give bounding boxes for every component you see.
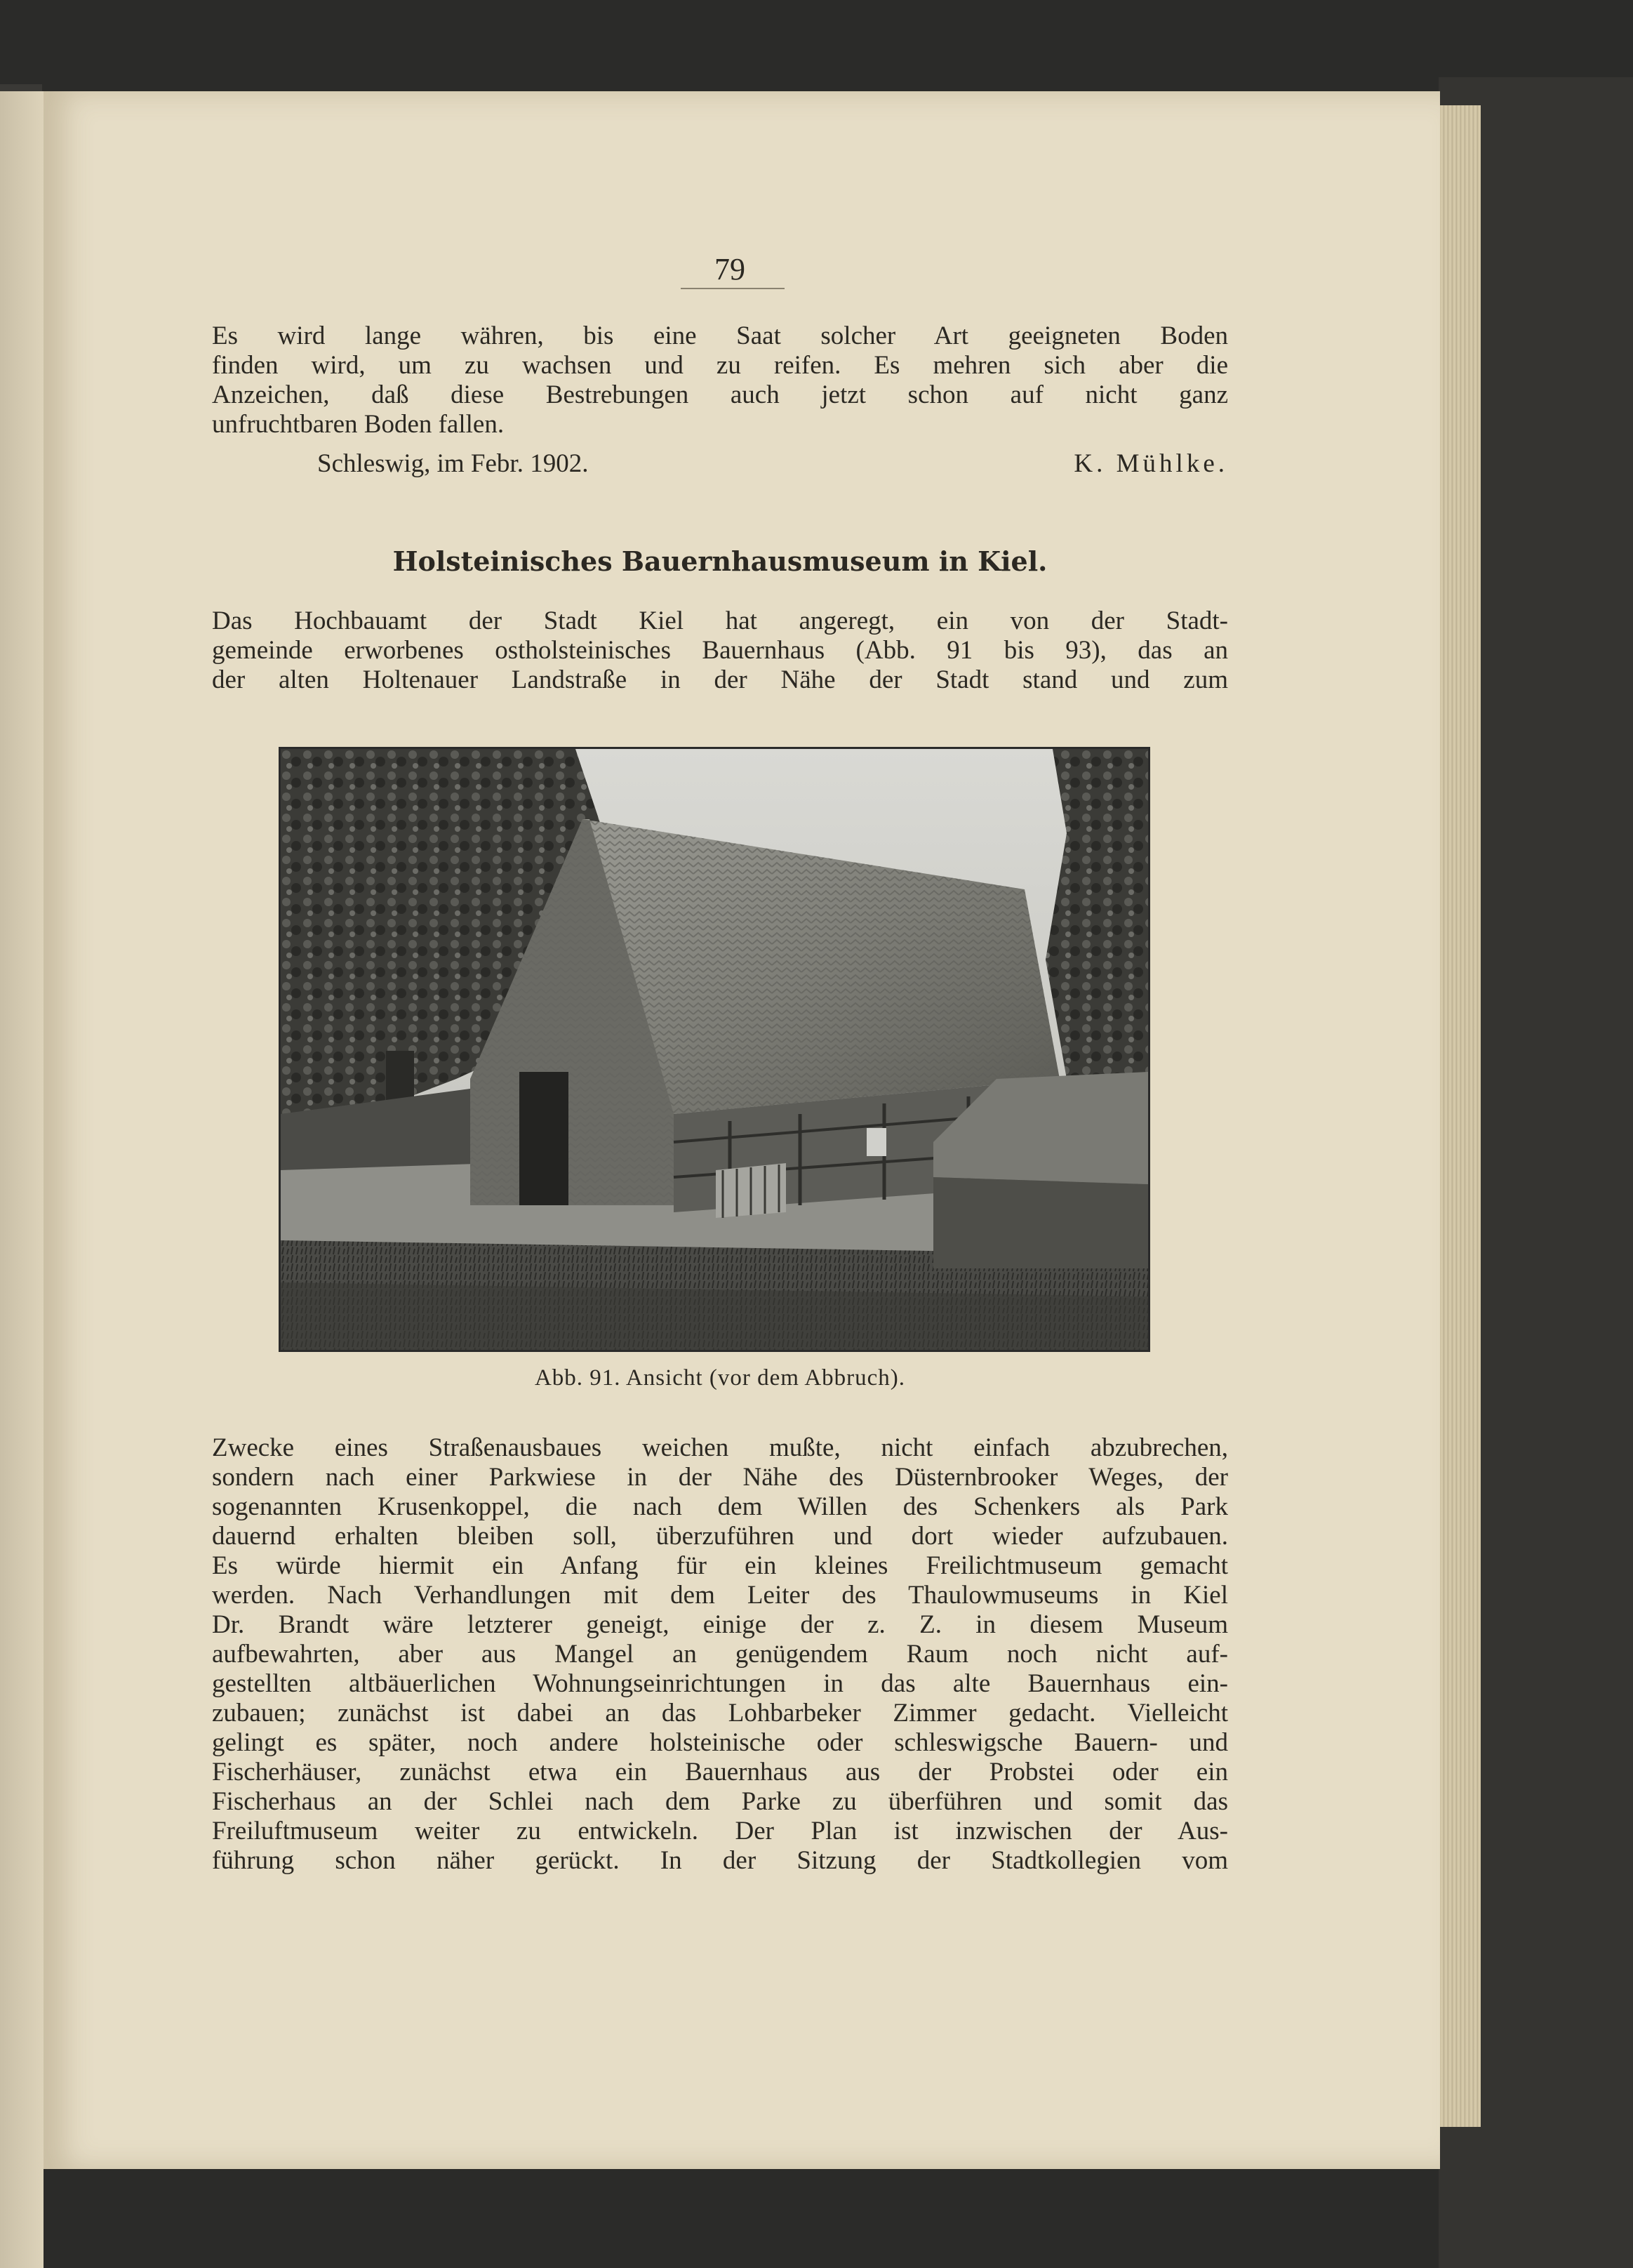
figure-caption: Abb. 91. Ansicht (vor dem Abbruch). [534,1365,906,1391]
farmhouse-photograph [279,747,1150,1352]
article-title: Holsteinisches Bauernhausmuseum in Kiel. [392,545,1048,577]
text-line: Anzeichen, daß diese Bestrebungen auch jetzt schon auf nicht ganz [212,380,1228,409]
intro-paragraph [212,321,1228,439]
text-line: Fischerhäuser, zunächst etwa ein Bauernhaus aus der Probstei oder ein [212,1758,1228,1786]
text-line: gemeinde erworbenes ostholsteinisches Bauernhaus (Abb. 91 bis 93), das an [212,636,1228,665]
text-line: Zwecke eines Straßenausbaues weichen mußte, nicht einfach abzubrechen, [212,1433,1228,1462]
paragraph-1 [212,606,1228,695]
facing-page-edge [0,91,44,2268]
text-line: Dr. Brandt wäre letzterer geneigt, einige der z. Z. in diesem Museum [212,1610,1228,1639]
text-line: Es wird lange währen, bis eine Saat solcher Art geeigneten Boden [212,321,1228,350]
text-line: unfruchtbaren Boden fallen. [212,410,505,439]
text-line: der alten Holtenauer Landstraße in der Nähe der Stadt stand und zum [212,665,1228,694]
page-number: 79 [714,252,745,286]
text-line: Fischerhaus an der Schlei nach dem Parke zu überführen und somit das [212,1787,1228,1816]
text-line: werden. Nach Verhandlungen mit dem Leiter des Thaulowmuseums in Kiel [212,1581,1228,1610]
text-line: finden wird, um zu wachsen und zu reifen. Es mehren sich aber die [212,351,1228,380]
text-line: zubauen; zunächst ist dabei an das Lohbarbeker Zimmer gedacht. Vielleicht [212,1699,1228,1727]
place-date: Schleswig, im Febr. 1902. [317,449,589,478]
text-line: gelingt es später, noch andere holsteinische oder schleswigsche Bauern- und [212,1728,1228,1757]
text-line: sondern nach einer Parkwiese in der Nähe des Düsternbrooker Weges, der [212,1463,1228,1492]
author-name: K. Mühlke. [1074,449,1228,478]
paragraph-2 [212,1433,1228,1876]
text-line: aufbewahrten, aber aus Mangel an genügendem Raum noch nicht auf- [212,1640,1228,1669]
signature-line [317,449,1228,479]
text-line: Es würde hiermit ein Anfang für ein kleines Freilichtmuseum gemacht [212,1551,1228,1580]
page-number-rule [681,288,785,289]
text-line: führung schon näher gerückt. In der Sitzung der Stadtkollegien vom [212,1846,1228,1875]
text-line: dauernd erhalten bleiben soll, überzuführen und dort wieder aufzubauen. [212,1522,1228,1551]
text-line: sogenannten Krusenkoppel, die nach dem Willen des Schenkers als Park [212,1492,1228,1521]
text-line: Das Hochbauamt der Stadt Kiel hat angeregt, ein von der Stadt- [212,606,1228,635]
text-line: gestellten altbäuerlichen Wohnungseinrichtungen in das alte Bauernhaus ein- [212,1669,1228,1698]
farmhouse-photo-illustration [281,749,1148,1350]
text-line: Freiluftmuseum weiter zu entwickeln. Der Plan ist inzwischen der Aus- [212,1817,1228,1845]
